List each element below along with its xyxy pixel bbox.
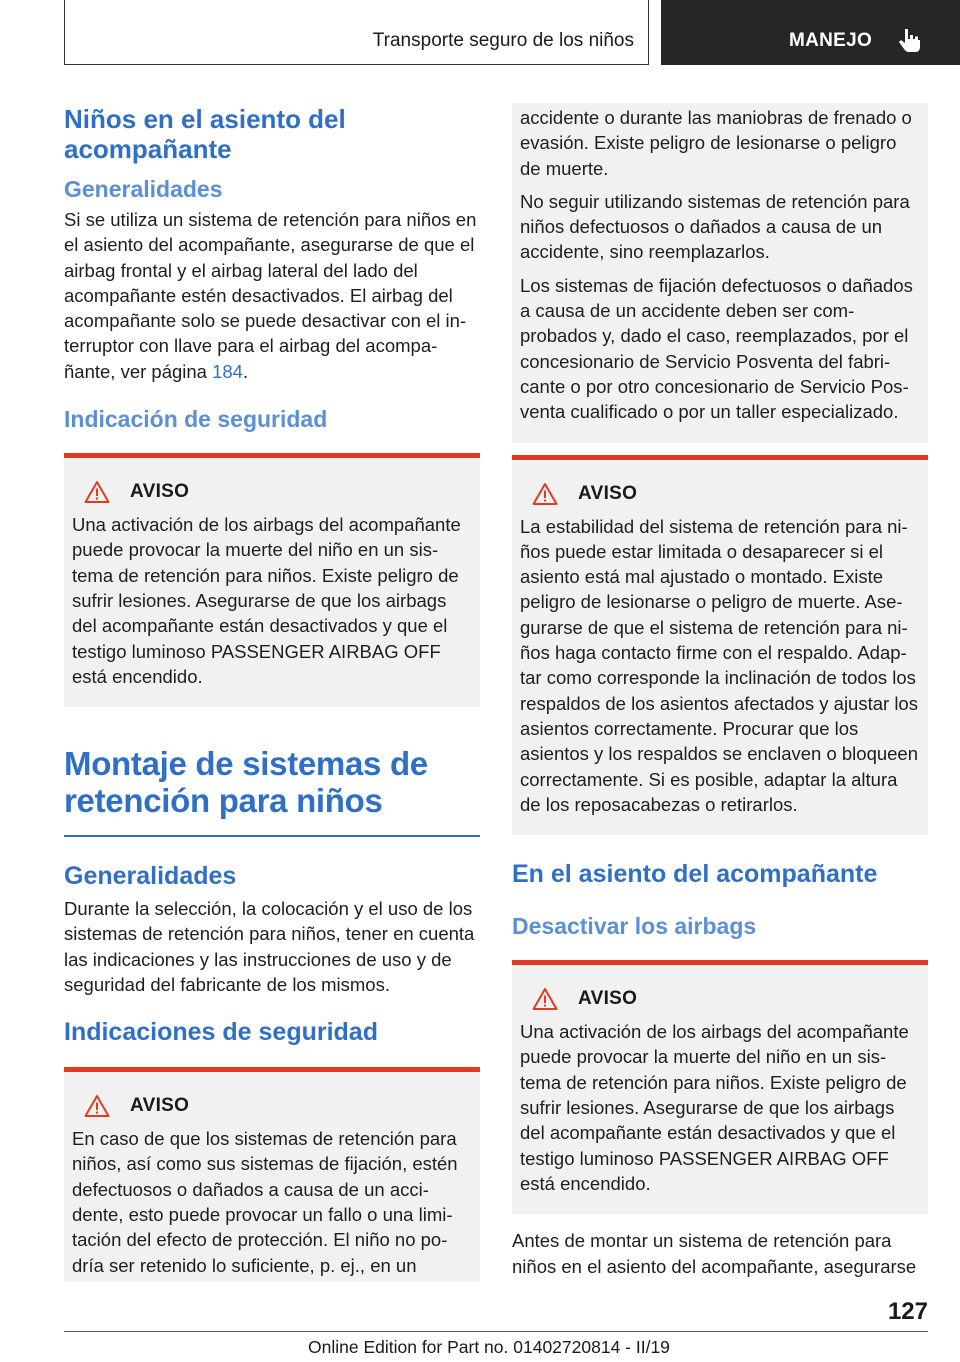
right-column (512, 103, 928, 1279)
warning-box-2 (64, 1067, 480, 1282)
warning-box-3 (512, 455, 928, 836)
page-title: Niños en el asiento del acompañante (64, 104, 346, 164)
warning-continuation-box (512, 103, 928, 443)
left-column (64, 104, 480, 819)
warning-label: AVISO (130, 481, 190, 503)
warning-triangle-icon (532, 482, 558, 506)
deactivate-heading: Desactivar los airbags (512, 913, 757, 940)
general-heading: Generalidades (64, 176, 223, 202)
continuation-paragraph: accidente o durante las maniobras de frenado o evasión. Existe peligro de lesionarse o peligro de muerte. (520, 107, 912, 179)
hand-pointer-icon (895, 26, 925, 56)
safety-heading: Indicación de seguridad (64, 406, 328, 433)
left-column-lower (64, 861, 480, 1282)
page-ref-link[interactable]: 184 (212, 360, 243, 382)
warning-box-4 (512, 960, 928, 1214)
safety2-heading: Indicaciones de seguridad (64, 1018, 378, 1047)
warning-text: Una activación de los airbags del acompañante puede provocar la muerte del niño en un sistema de retención para niños. Existe peligro de sufrir lesiones. Asegurarse de que los airbags del acompañante están desactivados y que el testigo luminoso PASSENGER AIRBAG OFF está encendido. (520, 1021, 909, 1194)
general-text (64, 207, 480, 384)
passenger-heading: En el asiento del acompañante (512, 860, 878, 889)
edition-text: Online Edition for Part no. 01402720814 - II/19 (308, 1337, 670, 1357)
general2-text: Durante la selección, la colocación y el uso de los sistemas de retención para niños, tener en cuenta las indicaciones y las instrucciones de uso y de seguridad del fabricante de los mismos. (64, 898, 475, 995)
continuation-paragraph: Los sistemas de fijación defectuosos o dañados a causa de un accidente deben ser comprobados y, dado el caso, reemplazados, por el concesionario de Servicio Posventa del fabricante o por otro concesionario de Servicio Posventa cualificado o por un taller especializado. (520, 274, 913, 423)
continuation-paragraph: No seguir utilizando sistemas de retención para niños defectuosos o dañados a causa de un accidente, sino reemplazarlos. (520, 190, 910, 263)
warning-triangle-icon (84, 480, 110, 504)
warning-text: En caso de que los sistemas de retención para niños, así como sus sistemas de fijación, estén defectuosos o dañados a causa de un accidente, esto puede provocar un fallo o una limitación del efecto de protección. El niño no podría ser retenido lo suficiente, p. ej., en un (72, 1128, 458, 1276)
warning-text: La estabilidad del sistema de retención para niños puede estar limitada o desaparecer si el asiento está mal ajustado o montado. Existe peligro de lesionarse o peligro de muerte. Asegurarse de que el sistema de retención para niños haga contacto firme con el respaldo. Adaptar como corresponde la inclinación de todos los respaldos de los asientos afectados y ajustar los asientos correctamente. Procurar que los asientos y los respaldos se enclaven o bloqueen correctamente. Si es posible, adaptar la altura de los reposacabezas o retirarlos. (520, 515, 919, 815)
warning-triangle-icon (84, 1094, 110, 1118)
header-chapter-box (661, 0, 960, 65)
heading-rule (64, 835, 480, 837)
page-ref-suffix: . (242, 360, 249, 382)
section-title: Transporte seguro de los niños (372, 30, 634, 51)
warning-label: AVISO (130, 1095, 190, 1117)
warning-text: Una activación de los airbags del acompañante puede provocar la muerte del niño en un sistema de retención para niños. Existe peligro de sufrir lesiones. Asegurarse de que los airbags del acompañante están desactivados y que el testigo luminoso PASSENGER AIRBAG OFF está encendido. (72, 514, 461, 687)
page-number: 127 (887, 1298, 928, 1325)
warning-label: AVISO (578, 482, 638, 504)
chapter-title: MANEJO (789, 30, 873, 51)
warning-triangle-icon (532, 987, 558, 1011)
header-section-box (64, 0, 649, 65)
general2-heading: Generalidades (64, 862, 237, 890)
mount-heading: Montaje de sistemas de retención para niños (64, 745, 428, 820)
final-text: Antes de montar un sistema de retención para niños en el asiento del acompañante, asegurarse (512, 1230, 917, 1277)
footer-rule (64, 1331, 928, 1332)
warning-box-1 (64, 453, 480, 707)
warning-label: AVISO (578, 988, 638, 1010)
general-text-body: Si se utiliza un sistema de retención para niños en el asiento del acompañante, asegurarse de que el airbag frontal y el airbag lateral del lado del acompañante estén desactivados. El airbag del acompañante solo se puede desactivar con el interruptor con llave para el airbag del acompañante, ver página (64, 209, 477, 382)
